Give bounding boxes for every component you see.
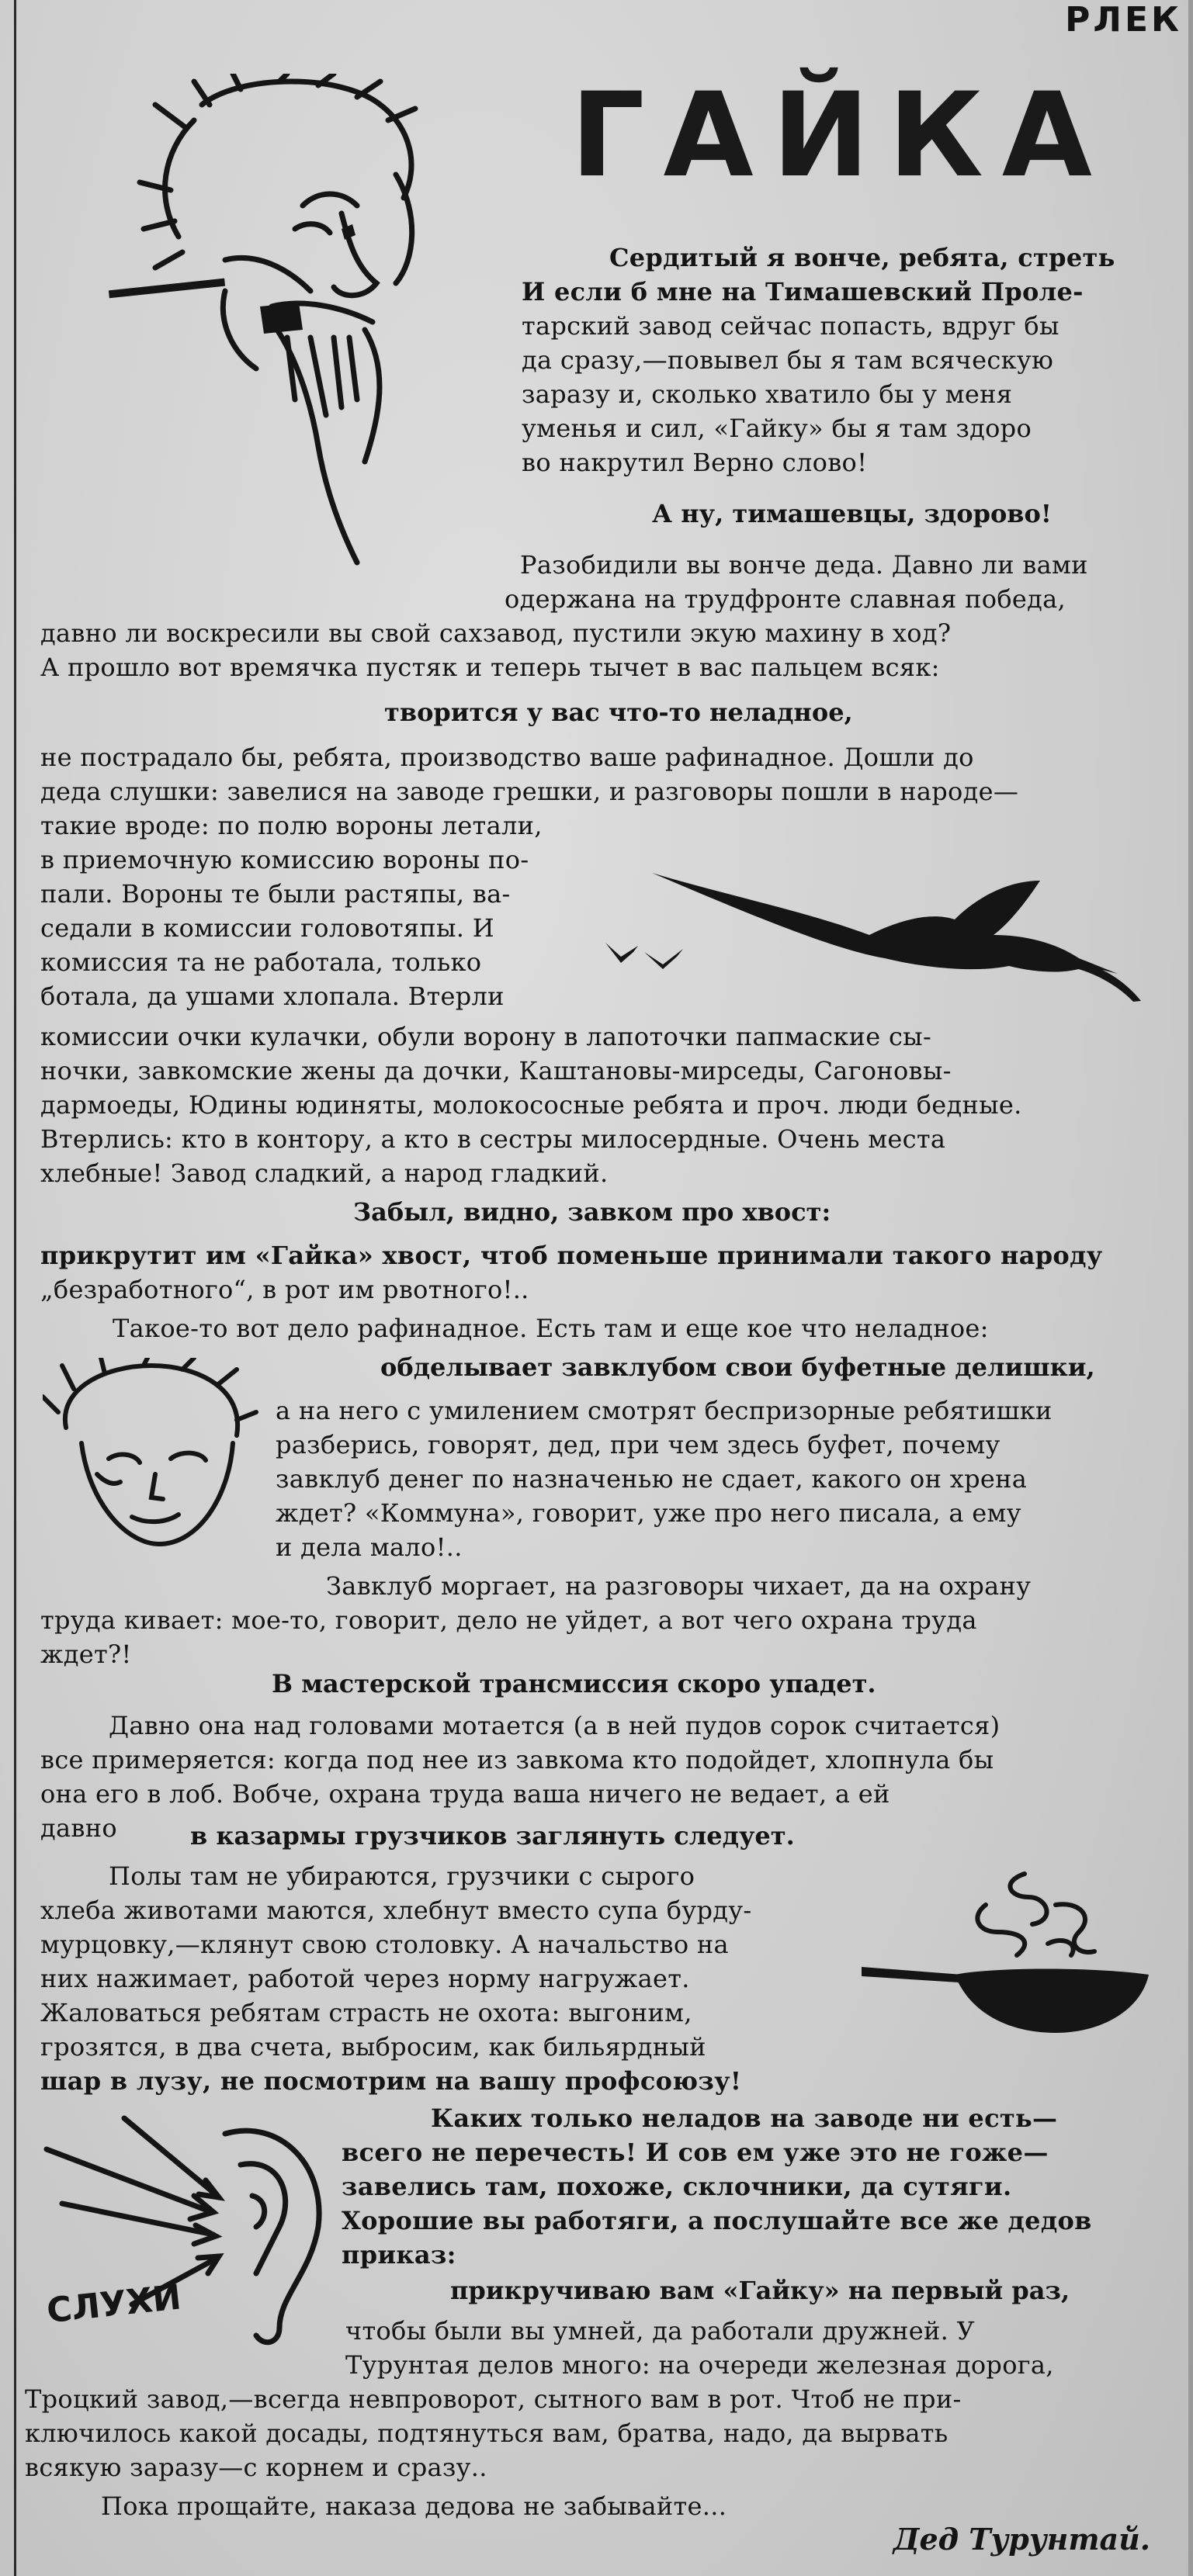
intro-line: заразу и, сколько хватило бы у меня [522,379,1013,409]
paragraph-line: а на него с умилением смотрят беспризорные ребятишки [276,1396,1053,1425]
paragraph-line: А прошло вот времячка пустяк и теперь тычет в вас пальцем всяк: [40,653,940,682]
paragraph-line: комиссии очки кулачки, обули ворону в лапоточки папмаские сы- [40,1022,932,1051]
page-border [14,0,16,2576]
paragraph-line: давно [40,1813,117,1843]
paragraph-line: приказ: [342,2240,456,2270]
ear-label: СЛУХИ [44,2277,183,2332]
section-heading: А ну, тимашевцы, здорово! [652,499,1052,528]
section-heading: в казармы грузчиков заглянуть следует. [190,1821,795,1851]
page-title: ГАЙКА [570,68,1111,203]
paragraph-line: ночки, завкомские жены да дочки, Каштановы-мирседы, Сагоновы- [40,1056,952,1085]
paragraph-line: прикрутит им «Гайка» хвост, чтоб поменьше принимали такого народу [40,1241,1103,1270]
intro-line: да сразу,—повывел бы я там всяческую [522,345,1054,375]
section-heading: обделывает завклубом свои буфетные делишки, [380,1352,1095,1382]
paragraph-line: разберись, говорят, дед, при чем здесь буфет, почему [276,1430,1001,1459]
paragraph-line: шар в лузу, не посмотрим на вашу профсоюзу! [40,2066,742,2096]
section-heading: В мастерской трансмиссия скоро упадет. [272,1669,876,1698]
intro-line: И если б мне на Тимашевский Проле- [522,277,1084,306]
paragraph-line: Такое-то вот дело рафинадное. Есть там и еще кое что неладное: [113,1314,989,1343]
paragraph-line: мурцовку,—клянут свою столовку. А начальство на [40,1930,729,1959]
paragraph-line: завклуб денег по назначенью не сдает, какого он хрена [276,1464,1028,1494]
soup-bowl-icon [862,1858,1172,2037]
paragraph-line: хлеба животами маются, хлебнут вместо супа бурду- [40,1896,752,1925]
intro-line: уменья и сил, «Гайку» бы я там здоро [522,414,1032,443]
paragraph-line: одержана на трудфронте славная победа, [505,584,1066,614]
paragraph-line: в приемочную комиссию вороны по- [40,845,529,874]
paragraph-line: Давно она над головами мотается (а в ней пудов сорок считается) [109,1711,1001,1740]
paragraph-line: она его в лоб. Вобче, охрана труда ваша ничего не ведает, а ей [40,1779,890,1809]
closing-line: Пока прощайте, наказа дедова не забывайте... [101,2491,727,2521]
paragraph-line: ждет?! [40,1639,132,1669]
paragraph-line: хлебные! Завод сладкий, а народ гладкий. [40,1158,609,1188]
paragraph-line: всякую заразу—с корнем и сразу.. [25,2453,487,2482]
intro-line: во накрутил Верно слово! [522,448,868,477]
paragraph-line: и дела мало!.. [276,1532,463,1562]
paragraph-line: Жаловаться ребятам страсть не охота: выгоним, [40,1998,692,2027]
section-heading: Забыл, видно, завком про хвост: [353,1197,831,1227]
paragraph-line: завелись там, похоже, склочники, да сутяги. [342,2172,1012,2201]
section-heading: творится у вас что-то неладное, [384,698,853,727]
paragraph-line: давно ли воскресили вы свой сахзавод, пустили экую махину в ход? [40,618,952,648]
intro-line: Сердитый я вонче, ребята, стреть [609,243,1115,272]
paragraph-line: седали в комиссии головотяпы. И [40,913,494,943]
paragraph-line: все примеряется: когда под нее из завкома кто подойдет, хлопнула бы [40,1745,994,1774]
paragraph-line: Каких только неладов на заводе ни есть— [431,2103,1058,2133]
paragraph-line: „безработного“, в рот им рвотного!.. [40,1275,529,1304]
child-face-icon [43,1358,260,1560]
paragraph-line: Хорошие вы работяги, а послушайте все же дедов [342,2206,1092,2235]
paragraph-line: комиссия та не работала, только [40,947,482,977]
paragraph-line: Турунтая делов много: на очереди железная дорога, [345,2350,1054,2380]
grandfather-portrait-icon [109,74,473,578]
paragraph-line: труда кивает: мое-то, говорит, дело не уйдет, а вот чего охрана труда [40,1605,977,1635]
paragraph-line: такие вроде: по полю вороны летали, [40,811,543,840]
paragraph-line: ключилось какой досады, подтянуться вам, братва, надо, да вырвать [25,2418,949,2448]
paragraph-line: не пострадало бы, ребята, производство ваше рафинадное. Дошли до [40,743,974,772]
intro-line: тарский завод сейчас попасть, вдруг бы [522,311,1059,341]
paragraph-line: Троцкий завод,—всегда невпроворот, сытного вам в рот. Чтоб не при- [25,2384,962,2414]
page-edge [1188,0,1193,2576]
paragraph-line: Разобидили вы вонче деда. Давно ли вами [520,550,1088,580]
paragraph-line: Завклуб моргает, на разговоры чихает, да на охрану [326,1571,1032,1601]
paragraph-line: чтобы были вы умней, да работали дружней. У [345,2316,975,2346]
paragraph-line: Полы там не убираются, грузчики с сырого [109,1861,695,1891]
paragraph-line: них нажимает, работой через норму нагружает. [40,1964,690,1993]
paragraph-line: грозятся, в два счета, выбросим, как бильярдный [40,2032,706,2062]
source-label: РЛЕК [1065,0,1182,40]
ear-rumors-icon [31,2103,349,2351]
paragraph-line: деда слушки: завелися на заводе грешки, и разговоры пошли в народе— [40,777,1019,806]
crow-icon [605,850,1164,1005]
paragraph-line: дармоеды, Юдины юдиняты, молокососные ребята и проч. люди бедные. [40,1090,1022,1120]
paragraph-line: всего не перечесть! И сов ем уже это не гоже— [342,2138,1049,2167]
section-heading: прикручиваю вам «Гайку» на первый раз, [450,2276,1070,2305]
paragraph-line: пали. Вороны те были растяпы, ва- [40,879,511,909]
paragraph-line: ждет? «Коммуна», говорит, уже про него писала, а ему [276,1498,1021,1528]
paragraph-line: Втерлись: кто в контору, а кто в сестры милосердные. Очень места [40,1124,946,1154]
signature: Дед Турунтай. [893,2522,1150,2557]
paragraph-line: ботала, да ушами хлопала. Втерли [40,982,505,1011]
